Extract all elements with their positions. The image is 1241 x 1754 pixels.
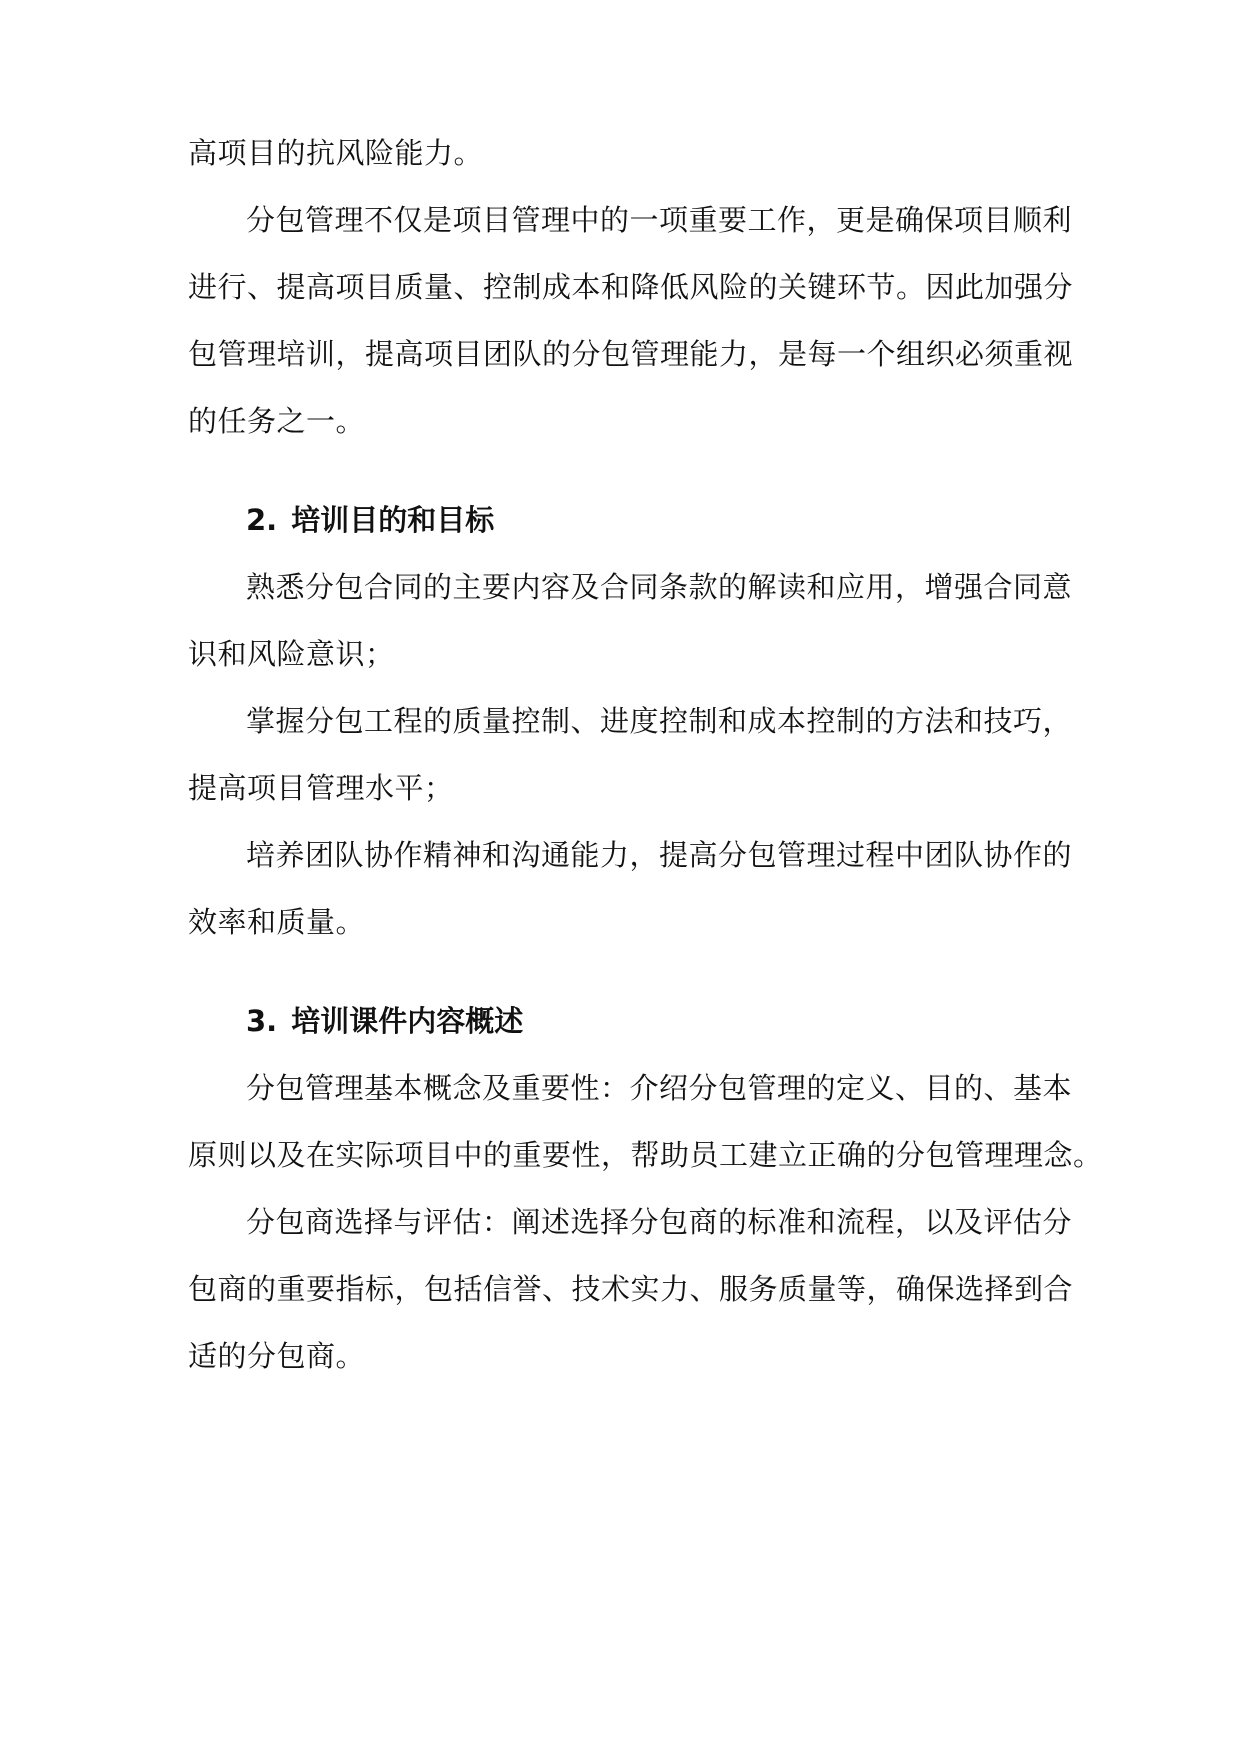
paragraph-importance-line-1: 分包管理不仅是项目管理中的一项重要工作，更是确保项目顺利 xyxy=(246,203,1073,237)
paragraph-importance-line-3: 包管理培训，提高项目团队的分包管理能力，是每一个组织必须重视 xyxy=(188,337,1074,371)
section-3-item-1-line-2: 原则以及在实际项目中的重要性，帮助员工建立正确的分包管理理念。 xyxy=(188,1138,1103,1172)
section-3-item-1-line-1: 分包管理基本概念及重要性：介绍分包管理的定义、目的、基本 xyxy=(246,1071,1073,1105)
section-2-item-2-line-2: 提高项目管理水平； xyxy=(188,771,454,805)
section-3-number: 3. xyxy=(246,1004,278,1038)
section-2-item-1-line-2: 识和风险意识； xyxy=(188,637,395,671)
section-3-item-2-line-1: 分包商选择与评估：阐述选择分包商的标准和流程，以及评估分 xyxy=(246,1205,1073,1239)
section-2-item-3-line-1: 培养团队协作精神和沟通能力，提高分包管理过程中团队协作的 xyxy=(246,838,1073,872)
section-3-heading xyxy=(246,1001,523,1041)
section-3-item-2-line-3: 适的分包商。 xyxy=(188,1339,366,1373)
paragraph-continuation-line-1: 高项目的抗风险能力。 xyxy=(188,136,484,170)
section-2-heading xyxy=(246,500,494,540)
section-3-item-2-line-2: 包商的重要指标，包括信誉、技术实力、服务质量等，确保选择到合 xyxy=(188,1272,1074,1306)
section-3-title: 培训课件内容概述 xyxy=(291,1004,524,1038)
section-2-item-1-line-1: 熟悉分包合同的主要内容及合同条款的解读和应用，增强合同意 xyxy=(246,570,1073,604)
section-2-item-3-line-2: 效率和质量。 xyxy=(188,905,366,939)
section-2-title: 培训目的和目标 xyxy=(291,503,495,537)
section-2-item-2-line-1: 掌握分包工程的质量控制、进度控制和成本控制的方法和技巧， xyxy=(246,704,1073,738)
paragraph-importance-line-4: 的任务之一。 xyxy=(188,404,366,438)
paragraph-importance-line-2: 进行、提高项目质量、控制成本和降低风险的关键环节。因此加强分 xyxy=(188,270,1074,304)
section-2-number: 2. xyxy=(246,503,278,537)
